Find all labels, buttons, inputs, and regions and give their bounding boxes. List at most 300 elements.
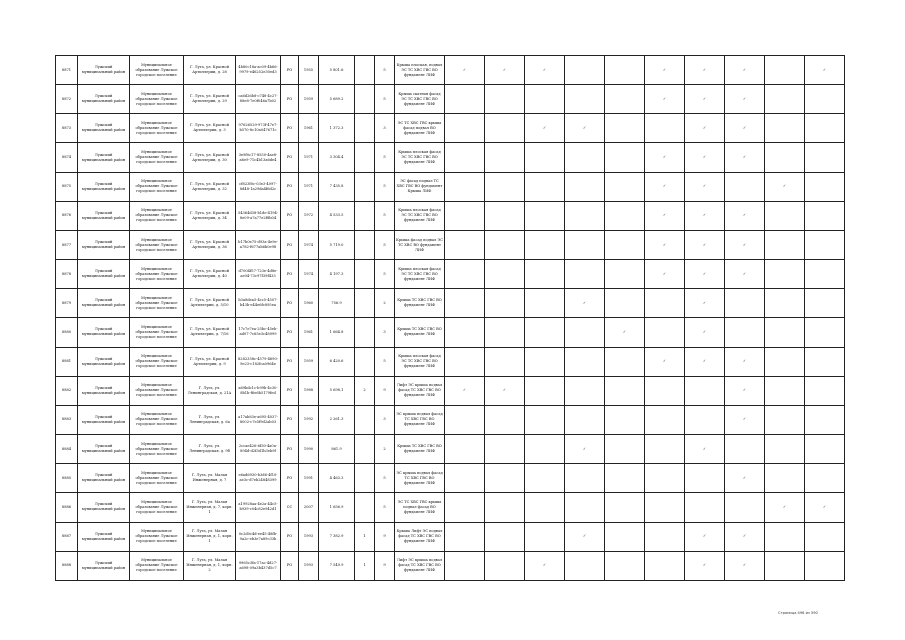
empty-work-cell bbox=[765, 114, 805, 143]
empty-work-cell bbox=[525, 435, 565, 464]
elevators-cell: 2 bbox=[355, 376, 375, 405]
ownership-type-cell: РО bbox=[281, 522, 299, 551]
area-cell: 5 689.2 bbox=[319, 85, 355, 114]
row-number: 8887 bbox=[56, 522, 78, 551]
district-cell: Лужский муниципальный район bbox=[78, 85, 130, 114]
floors-cell: 5 bbox=[375, 56, 395, 85]
empty-work-cell bbox=[565, 376, 605, 405]
empty-work-cell bbox=[805, 260, 845, 289]
empty-work-cell bbox=[765, 85, 805, 114]
ownership-type-cell: РО bbox=[281, 143, 299, 172]
empty-work-cell bbox=[445, 143, 485, 172]
empty-work-cell bbox=[605, 289, 645, 318]
empty-work-cell bbox=[445, 493, 485, 522]
empty-work-cell bbox=[725, 172, 765, 201]
guid-cell: 0c2d0c4d-ee45-48fb-9a2c-eb3e7a89c33b bbox=[236, 522, 281, 551]
services-cell: ЭС крыша подвал фасад ТС ХВС ГВС ВО фундамент ЛИФ bbox=[395, 464, 445, 493]
empty-work-cell bbox=[765, 347, 805, 376]
floors-cell: 2 bbox=[375, 289, 395, 318]
district-cell: Лужский муниципальный район bbox=[78, 464, 130, 493]
ownership-type-cell: РО bbox=[281, 551, 299, 580]
ownership-type-cell: РО bbox=[281, 464, 299, 493]
row-number: 8883 bbox=[56, 405, 78, 434]
empty-work-cell bbox=[605, 493, 645, 522]
check-mark-icon: ✓ bbox=[645, 172, 685, 201]
address-cell: Г. Луга, ул. Малая Инженерная, д. 1, корп. 1 bbox=[184, 522, 236, 551]
empty-work-cell bbox=[805, 435, 845, 464]
services-cell: Крыша плоская фасад ЭС ТС ХВС ГВС ВО фундамент ЛИФ bbox=[395, 201, 445, 230]
check-mark-icon: ✓ bbox=[725, 522, 765, 551]
check-mark-icon: ✓ bbox=[725, 201, 765, 230]
year-cell: 1971 bbox=[299, 172, 319, 201]
check-mark-icon: ✓ bbox=[645, 260, 685, 289]
services-cell: Крыша скатная фасад ЭС ТС ХВС ГВС ВО фундамент ЛИФ bbox=[395, 85, 445, 114]
empty-work-cell bbox=[445, 435, 485, 464]
floors-cell: 5 bbox=[375, 464, 395, 493]
services-cell: Крыша ТС ХВС ГВС ВО фундамент ЛИФ bbox=[395, 289, 445, 318]
empty-work-cell bbox=[525, 260, 565, 289]
empty-work-cell bbox=[765, 435, 805, 464]
check-mark-icon: ✓ bbox=[725, 464, 765, 493]
table-row bbox=[56, 143, 845, 172]
row-number: 8882 bbox=[56, 376, 78, 405]
address-cell: Г. Луга, ул. Красной Артиллерии, д. 34 bbox=[184, 201, 236, 230]
address-cell: Г. Луга, ул. Малая Инженерная, д. 7 bbox=[184, 464, 236, 493]
address-cell: Г. Луга, ул. Ленинградская, д. 6а bbox=[184, 405, 236, 434]
empty-work-cell bbox=[765, 230, 805, 259]
year-cell: 2007 bbox=[299, 493, 319, 522]
guid-cell: b3a8dea5-4cc5-4507-b43b-e44e6fc895ea bbox=[236, 289, 281, 318]
district-cell: Лужский муниципальный район bbox=[78, 347, 130, 376]
year-cell: 1972 bbox=[299, 201, 319, 230]
services-cell: ЭС ТС ХВС ГВС крыша подвал фасад ВО фундамент ЛИФ bbox=[395, 493, 445, 522]
year-cell: 1991 bbox=[299, 464, 319, 493]
table-row bbox=[56, 56, 845, 85]
empty-work-cell bbox=[605, 85, 645, 114]
empty-work-cell bbox=[645, 435, 685, 464]
area-cell: 2 261.3 bbox=[319, 405, 355, 434]
municipality-cell: Муниципальное образование Лужское городское поселение bbox=[130, 376, 184, 405]
empty-work-cell bbox=[605, 435, 645, 464]
area-cell: 4 533.5 bbox=[319, 201, 355, 230]
year-cell: 1959 bbox=[299, 85, 319, 114]
empty-work-cell bbox=[525, 405, 565, 434]
elevators-cell bbox=[355, 143, 375, 172]
elevators-cell bbox=[355, 493, 375, 522]
check-mark-icon: ✓ bbox=[685, 114, 725, 143]
empty-work-cell bbox=[485, 289, 525, 318]
elevators-cell bbox=[355, 347, 375, 376]
floors-cell: 5 bbox=[375, 172, 395, 201]
check-mark-icon: ✓ bbox=[805, 493, 845, 522]
area-cell: 5 719.0 bbox=[319, 230, 355, 259]
floors-cell: 5 bbox=[375, 493, 395, 522]
check-mark-icon: ✓ bbox=[685, 318, 725, 347]
table-body bbox=[56, 56, 845, 581]
empty-work-cell bbox=[565, 260, 605, 289]
empty-work-cell bbox=[485, 347, 525, 376]
services-cell: Крыша плоская фасад ЭС ТС ХВС ГВС ВО фундамент ЛИФ bbox=[395, 260, 445, 289]
services-cell: Крыша плоская фасад ЭС ТС ХВС ГВС ВО фундамент ЛИФ bbox=[395, 143, 445, 172]
empty-work-cell bbox=[525, 201, 565, 230]
services-cell: Крыша Лифт ЭС подвал фасад ТС ХВС ГВС ВО фундамент ЛИФ bbox=[395, 522, 445, 551]
empty-work-cell bbox=[765, 464, 805, 493]
ownership-type-cell: РО bbox=[281, 347, 299, 376]
guid-cell: cf823f0c-03e3-4097-8d48-1a29da4f6d2c bbox=[236, 172, 281, 201]
municipality-cell: Муниципальное образование Лужское городское поселение bbox=[130, 405, 184, 434]
empty-work-cell bbox=[605, 172, 645, 201]
services-cell: ЭС ТС ХВС ГВС крыша фасад подвал ВО фундамент ЛИФ bbox=[395, 114, 445, 143]
year-cell: 1961 bbox=[299, 318, 319, 347]
empty-work-cell bbox=[805, 85, 845, 114]
empty-work-cell bbox=[445, 464, 485, 493]
check-mark-icon: ✓ bbox=[525, 551, 565, 580]
check-mark-icon: ✓ bbox=[485, 56, 525, 85]
services-cell: Крыша фасад подвал ЭС ТС ХВС ВО фундамент ЛИФ bbox=[395, 230, 445, 259]
row-number: 8885 bbox=[56, 464, 78, 493]
check-mark-icon: ✓ bbox=[445, 376, 485, 405]
empty-work-cell bbox=[765, 260, 805, 289]
empty-work-cell bbox=[485, 435, 525, 464]
empty-work-cell bbox=[685, 376, 725, 405]
municipality-cell: Муниципальное образование Лужское городское поселение bbox=[130, 318, 184, 347]
ownership-type-cell: РО bbox=[281, 376, 299, 405]
municipality-cell: Муниципальное образование Лужское городское поселение bbox=[130, 493, 184, 522]
district-cell: Лужский муниципальный район bbox=[78, 172, 130, 201]
empty-work-cell bbox=[805, 201, 845, 230]
empty-work-cell bbox=[765, 522, 805, 551]
row-number: 8877 bbox=[56, 230, 78, 259]
check-mark-icon: ✓ bbox=[685, 435, 725, 464]
district-cell: Лужский муниципальный район bbox=[78, 289, 130, 318]
ownership-type-cell: РО bbox=[281, 85, 299, 114]
check-mark-icon: ✓ bbox=[765, 172, 805, 201]
empty-work-cell bbox=[685, 464, 725, 493]
services-cell: Лифт ЭС крыша подвал фасад ТС ХВС ГВС ВО фундамент ЛИФ bbox=[395, 551, 445, 580]
address-cell: Г. Луга, ул. Красной Артиллерии, д. 5/10 bbox=[184, 289, 236, 318]
check-mark-icon: ✓ bbox=[645, 347, 685, 376]
guid-cell: a17ab83e-a695-4037-8002-c7e5f9d2ab03 bbox=[236, 405, 281, 434]
year-cell: 1959 bbox=[299, 347, 319, 376]
district-cell: Лужский муниципальный район bbox=[78, 114, 130, 143]
address-cell: Г. Луга, ул. Красной Артиллерии, д. 36 bbox=[184, 230, 236, 259]
check-mark-icon: ✓ bbox=[645, 230, 685, 259]
empty-work-cell bbox=[485, 201, 525, 230]
floors-cell: 9 bbox=[375, 522, 395, 551]
empty-work-cell bbox=[805, 289, 845, 318]
elevators-cell bbox=[355, 201, 375, 230]
elevators-cell bbox=[355, 405, 375, 434]
empty-work-cell bbox=[605, 376, 645, 405]
empty-work-cell bbox=[485, 85, 525, 114]
empty-work-cell bbox=[525, 289, 565, 318]
table-row bbox=[56, 260, 845, 289]
district-cell: Лужский муниципальный район bbox=[78, 493, 130, 522]
ownership-type-cell: РО bbox=[281, 201, 299, 230]
address-cell: Г. Луга, ул. Красной Артиллерии, д. 28 bbox=[184, 56, 236, 85]
year-cell: 1993 bbox=[299, 522, 319, 551]
ownership-type-cell: РО bbox=[281, 172, 299, 201]
empty-work-cell bbox=[805, 318, 845, 347]
row-number: 8876 bbox=[56, 201, 78, 230]
empty-work-cell bbox=[805, 551, 845, 580]
guid-cell: e6ad6930-b3d6-4f10-ae3c-d7eb24848399 bbox=[236, 464, 281, 493]
empty-work-cell bbox=[445, 289, 485, 318]
elevators-cell bbox=[355, 114, 375, 143]
empty-work-cell bbox=[765, 376, 805, 405]
district-cell: Лужский муниципальный район bbox=[78, 201, 130, 230]
floors-cell: 2 bbox=[375, 435, 395, 464]
check-mark-icon: ✓ bbox=[725, 551, 765, 580]
floors-cell: 3 bbox=[375, 405, 395, 434]
check-mark-icon: ✓ bbox=[685, 347, 725, 376]
empty-work-cell bbox=[765, 201, 805, 230]
services-cell: Лифт ЭС крыша подвал фасад ТС ХВС ГВС ВО фундамент ЛИФ bbox=[395, 376, 445, 405]
empty-work-cell bbox=[445, 551, 485, 580]
check-mark-icon: ✓ bbox=[485, 376, 525, 405]
row-number: 8873 bbox=[56, 114, 78, 143]
guid-cell: 3e9f0c17-8550-4ae8-a6e9-71c4b13a6de4 bbox=[236, 143, 281, 172]
empty-work-cell bbox=[645, 289, 685, 318]
elevators-cell bbox=[355, 56, 375, 85]
empty-work-cell bbox=[565, 56, 605, 85]
table-row bbox=[56, 114, 845, 143]
check-mark-icon: ✓ bbox=[525, 114, 565, 143]
guid-cell: 4b80c18a-ac09-4b66-9979-e46252e30ed3 bbox=[236, 56, 281, 85]
empty-work-cell bbox=[485, 143, 525, 172]
empty-work-cell bbox=[485, 172, 525, 201]
empty-work-cell bbox=[565, 172, 605, 201]
empty-work-cell bbox=[805, 522, 845, 551]
address-cell: Г. Луга, ул. Малая Инженерная, д. 1, корп. 2 bbox=[184, 551, 236, 580]
floors-cell: 9 bbox=[375, 551, 395, 580]
guid-cell: 2ccae426-6f30-4a0a-894d-d2f3d1b3eb9f bbox=[236, 435, 281, 464]
empty-work-cell bbox=[525, 464, 565, 493]
municipality-cell: Муниципальное образование Лужское городское поселение bbox=[130, 56, 184, 85]
guid-cell: d7004f57-723e-4d8e-ae04-73c97f39f433 bbox=[236, 260, 281, 289]
empty-work-cell bbox=[565, 143, 605, 172]
check-mark-icon: ✓ bbox=[685, 522, 725, 551]
area-cell: 7 382.9 bbox=[319, 522, 355, 551]
empty-work-cell bbox=[805, 114, 845, 143]
address-cell: Г. Луга, ул. Ленинградская, д. 9б bbox=[184, 435, 236, 464]
floors-cell: 5 bbox=[375, 230, 395, 259]
area-cell: 1 372.3 bbox=[319, 114, 355, 143]
empty-work-cell bbox=[485, 405, 525, 434]
year-cell: 1960 bbox=[299, 289, 319, 318]
check-mark-icon: ✓ bbox=[725, 260, 765, 289]
check-mark-icon: ✓ bbox=[725, 56, 765, 85]
elevators-cell bbox=[355, 464, 375, 493]
empty-work-cell bbox=[565, 493, 605, 522]
row-number: 8872 bbox=[56, 85, 78, 114]
area-cell: 4 197.3 bbox=[319, 260, 355, 289]
empty-work-cell bbox=[805, 376, 845, 405]
empty-work-cell bbox=[565, 318, 605, 347]
empty-work-cell bbox=[805, 464, 845, 493]
empty-work-cell bbox=[725, 493, 765, 522]
empty-work-cell bbox=[605, 405, 645, 434]
empty-work-cell bbox=[765, 289, 805, 318]
check-mark-icon: ✓ bbox=[565, 522, 605, 551]
empty-work-cell bbox=[725, 435, 765, 464]
empty-work-cell bbox=[445, 318, 485, 347]
empty-work-cell bbox=[485, 493, 525, 522]
check-mark-icon: ✓ bbox=[725, 230, 765, 259]
area-cell: 7 549.9 bbox=[319, 551, 355, 580]
area-cell: 7 435.8 bbox=[319, 172, 355, 201]
area-cell: 4 463.3 bbox=[319, 464, 355, 493]
empty-work-cell bbox=[605, 522, 645, 551]
empty-work-cell bbox=[485, 522, 525, 551]
address-cell: Г. Луга, ул. Красной Артиллерии, д. 40 bbox=[184, 260, 236, 289]
row-number: 8871 bbox=[56, 56, 78, 85]
district-cell: Лужский муниципальный район bbox=[78, 551, 130, 580]
floors-cell: 5 bbox=[375, 260, 395, 289]
empty-work-cell bbox=[765, 405, 805, 434]
ownership-type-cell: РО bbox=[281, 260, 299, 289]
address-cell: Г. Луга, ул. Ленинградская, д. 21А bbox=[184, 376, 236, 405]
services-cell: Крыша плоская фасад ЭС ТС ХВС ГВС ВО фундамент ЛИФ bbox=[395, 347, 445, 376]
empty-work-cell bbox=[445, 260, 485, 289]
check-mark-icon: ✓ bbox=[685, 201, 725, 230]
address-cell: Г. Луга, ул. Красной Артиллерии, д. 30 bbox=[184, 143, 236, 172]
services-cell: Крыша ТС ХВС ГВС ВО фундамент ЛИФ bbox=[395, 318, 445, 347]
row-number: 8880 bbox=[56, 318, 78, 347]
empty-work-cell bbox=[805, 172, 845, 201]
empty-work-cell bbox=[645, 114, 685, 143]
empty-work-cell bbox=[605, 347, 645, 376]
guid-cell: 8282358c-4579-4690-9e23-c182fca0964e bbox=[236, 347, 281, 376]
row-number: 8878 bbox=[56, 260, 78, 289]
table-row bbox=[56, 318, 845, 347]
check-mark-icon: ✓ bbox=[805, 56, 845, 85]
empty-work-cell bbox=[685, 405, 725, 434]
empty-work-cell bbox=[445, 347, 485, 376]
empty-work-cell bbox=[485, 464, 525, 493]
guid-cell: a19928aa-4e2a-44c5-b939-c04c82e942d1 bbox=[236, 493, 281, 522]
address-cell: Г. Луга, ул. Красной Артиллерии, д. 32 bbox=[184, 172, 236, 201]
guid-cell: a69bdc1c-b99b-4c30-8b1b-f6e6b5179fed bbox=[236, 376, 281, 405]
ownership-type-cell: РО bbox=[281, 114, 299, 143]
floors-cell: 3 bbox=[375, 114, 395, 143]
empty-work-cell bbox=[565, 405, 605, 434]
empty-work-cell bbox=[445, 201, 485, 230]
check-mark-icon: ✓ bbox=[685, 260, 725, 289]
empty-work-cell bbox=[685, 493, 725, 522]
floors-cell: 9 bbox=[375, 376, 395, 405]
municipality-cell: Муниципальное образование Лужское городское поселение bbox=[130, 522, 184, 551]
year-cell: 1993 bbox=[299, 551, 319, 580]
district-cell: Лужский муниципальный район bbox=[78, 318, 130, 347]
empty-work-cell bbox=[805, 143, 845, 172]
empty-work-cell bbox=[565, 201, 605, 230]
elevators-cell: 1 bbox=[355, 522, 375, 551]
year-cell: 1990 bbox=[299, 435, 319, 464]
ownership-type-cell: РО bbox=[281, 435, 299, 464]
municipality-cell: Муниципальное образование Лужское городское поселение bbox=[130, 172, 184, 201]
table-row bbox=[56, 201, 845, 230]
check-mark-icon: ✓ bbox=[685, 172, 725, 201]
row-number: 8875 bbox=[56, 172, 78, 201]
guid-cell: 17c7e7ea-25bc-45eb-ad07-7c65e3c48999 bbox=[236, 318, 281, 347]
check-mark-icon: ✓ bbox=[525, 56, 565, 85]
empty-work-cell bbox=[565, 85, 605, 114]
empty-work-cell bbox=[485, 230, 525, 259]
empty-work-cell bbox=[485, 114, 525, 143]
ownership-type-cell: СС bbox=[281, 493, 299, 522]
elevators-cell bbox=[355, 172, 375, 201]
ownership-type-cell: РО bbox=[281, 56, 299, 85]
guid-cell: b17b0e75-d93a-4e9e-a782-f677ab6b0e98 bbox=[236, 230, 281, 259]
check-mark-icon: ✓ bbox=[685, 56, 725, 85]
empty-work-cell bbox=[565, 464, 605, 493]
municipality-cell: Муниципальное образование Лужское городское поселение bbox=[130, 201, 184, 230]
municipality-cell: Муниципальное образование Лужское городское поселение bbox=[130, 551, 184, 580]
empty-work-cell bbox=[765, 318, 805, 347]
empty-work-cell bbox=[605, 260, 645, 289]
district-cell: Лужский муниципальный район bbox=[78, 405, 130, 434]
empty-work-cell bbox=[605, 551, 645, 580]
empty-work-cell bbox=[485, 318, 525, 347]
district-cell: Лужский муниципальный район bbox=[78, 435, 130, 464]
table-row bbox=[56, 172, 845, 201]
floors-cell: 5 bbox=[375, 347, 395, 376]
empty-work-cell bbox=[445, 172, 485, 201]
empty-work-cell bbox=[645, 405, 685, 434]
empty-work-cell bbox=[805, 405, 845, 434]
elevators-cell bbox=[355, 289, 375, 318]
empty-work-cell bbox=[565, 551, 605, 580]
check-mark-icon: ✓ bbox=[725, 405, 765, 434]
table-row bbox=[56, 347, 845, 376]
empty-work-cell bbox=[525, 143, 565, 172]
empty-work-cell bbox=[805, 230, 845, 259]
check-mark-icon: ✓ bbox=[685, 289, 725, 318]
district-cell: Лужский муниципальный район bbox=[78, 143, 130, 172]
check-mark-icon: ✓ bbox=[445, 56, 485, 85]
empty-work-cell bbox=[605, 201, 645, 230]
empty-work-cell bbox=[565, 230, 605, 259]
empty-work-cell bbox=[445, 230, 485, 259]
address-cell: Г. Луга, ул. Красной Артиллерии, д. 9 bbox=[184, 347, 236, 376]
check-mark-icon: ✓ bbox=[645, 201, 685, 230]
guid-cell: 54364d38-b1de-4194-8e09-a7a77e2f8b04 bbox=[236, 201, 281, 230]
elevators-cell bbox=[355, 318, 375, 347]
empty-work-cell bbox=[565, 347, 605, 376]
ownership-type-cell: РО bbox=[281, 289, 299, 318]
empty-work-cell bbox=[605, 230, 645, 259]
check-mark-icon: ✓ bbox=[645, 143, 685, 172]
check-mark-icon: ✓ bbox=[725, 85, 765, 114]
municipality-cell: Муниципальное образование Лужское городское поселение bbox=[130, 143, 184, 172]
empty-work-cell bbox=[605, 114, 645, 143]
check-mark-icon: ✓ bbox=[565, 435, 605, 464]
empty-work-cell bbox=[805, 347, 845, 376]
row-number: 8881 bbox=[56, 347, 78, 376]
check-mark-icon: ✓ bbox=[685, 85, 725, 114]
services-cell: ЭС крыша подвал фасад ТС ХВС ГВС ВО фундамент ЛИФ bbox=[395, 405, 445, 434]
row-number: 8888 bbox=[56, 551, 78, 580]
elevators-cell bbox=[355, 260, 375, 289]
guid-cell: ca6d26b8-c748-4c27-88e8-7e0f046a7b02 bbox=[236, 85, 281, 114]
empty-work-cell bbox=[645, 464, 685, 493]
empty-work-cell bbox=[605, 56, 645, 85]
municipality-cell: Муниципальное образование Лужское городское поселение bbox=[130, 435, 184, 464]
year-cell: 1971 bbox=[299, 143, 319, 172]
municipality-cell: Муниципальное образование Лужское городское поселение bbox=[130, 260, 184, 289]
table-row bbox=[56, 464, 845, 493]
